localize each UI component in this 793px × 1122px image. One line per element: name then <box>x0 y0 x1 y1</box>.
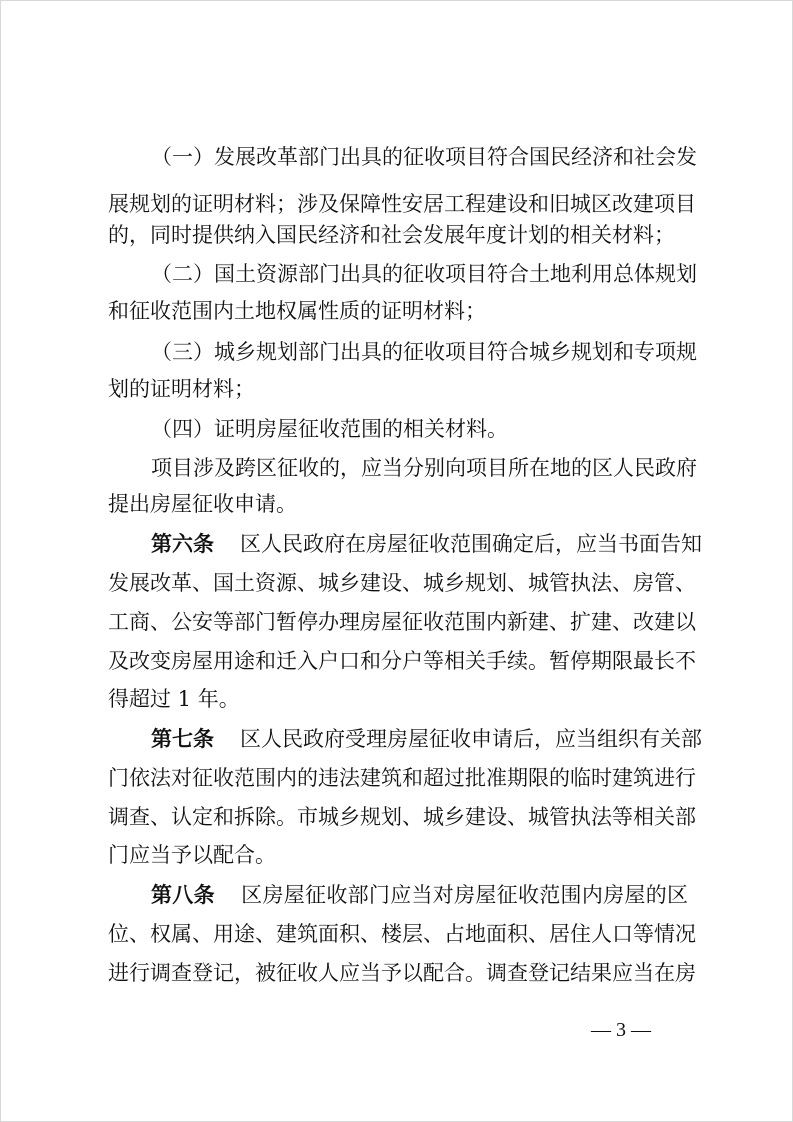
article-7-line-3: 调查、认定和拆除。市城乡规划、城乡建设、城管执法等相关部 <box>108 805 696 829</box>
article-8-line-2: 位、权属、用途、建筑面积、楼层、占地面积、居住人口等情况 <box>108 922 696 946</box>
item-2-line-2: 和征收范围内土地权属性质的证明材料； <box>108 299 486 323</box>
cross-district-line-1: 项目涉及跨区征收的，应当分别向项目所在地的区人民政府 <box>151 456 697 480</box>
item-3-line-1: （三）城乡规划部门出具的征收项目符合城乡规划和专项规 <box>151 340 697 364</box>
article-7-text: 区人民政府受理房屋征收申请后，应当组织有关部 <box>240 727 702 751</box>
item-4-line: （四）证明房屋征收范围的相关材料。 <box>151 417 508 441</box>
article-7-heading: 第七条 <box>151 726 214 751</box>
item-1-line-3: 的，同时提供纳入国民经济和社会发展年度计划的相关材料； <box>108 223 675 247</box>
article-7-first-line <box>151 726 702 752</box>
article-8-first-line <box>151 882 688 908</box>
article-6-text: 区人民政府在房屋征收范围确定后，应当书面告知 <box>240 532 702 556</box>
article-8-text: 区房屋征收部门应当对房屋征收范围内房屋的区 <box>240 883 688 907</box>
article-7-line-4: 门应当予以配合。 <box>108 843 276 867</box>
page-number: — 3 — <box>591 1019 651 1041</box>
item-3-line-2: 划的证明材料； <box>108 377 255 401</box>
article-8-heading: 第八条 <box>151 882 215 907</box>
article-6-heading: 第六条 <box>151 531 214 556</box>
item-1-line-2: 展规划的证明材料；涉及保障性安居工程建设和旧城区改建项目 <box>108 192 696 216</box>
article-8-line-3: 进行调查登记，被征收人应当予以配合。调查登记结果应当在房 <box>108 961 696 985</box>
cross-district-line-2: 提出房屋征收申请。 <box>108 492 297 516</box>
article-6-line-5: 得超过 1 年。 <box>108 687 240 711</box>
item-2-line-1: （二）国土资源部门出具的征收项目符合土地利用总体规划 <box>151 262 697 286</box>
article-6-line-2: 发展改革、国土资源、城乡建设、城乡规划、城管执法、房管、 <box>108 571 696 595</box>
article-6-line-4: 及改变房屋用途和迁入户口和分户等相关手续。暂停期限最长不 <box>108 649 696 673</box>
item-1-line-1: （一）发展改革部门出具的征收项目符合国民经济和社会发 <box>151 145 697 169</box>
article-7-line-2: 门依法对征收范围内的违法建筑和超过批准期限的临时建筑进行 <box>108 766 696 790</box>
article-6-first-line <box>151 531 702 557</box>
article-6-line-3: 工商、公安等部门暂停办理房屋征收范围内新建、扩建、改建以 <box>108 610 696 634</box>
